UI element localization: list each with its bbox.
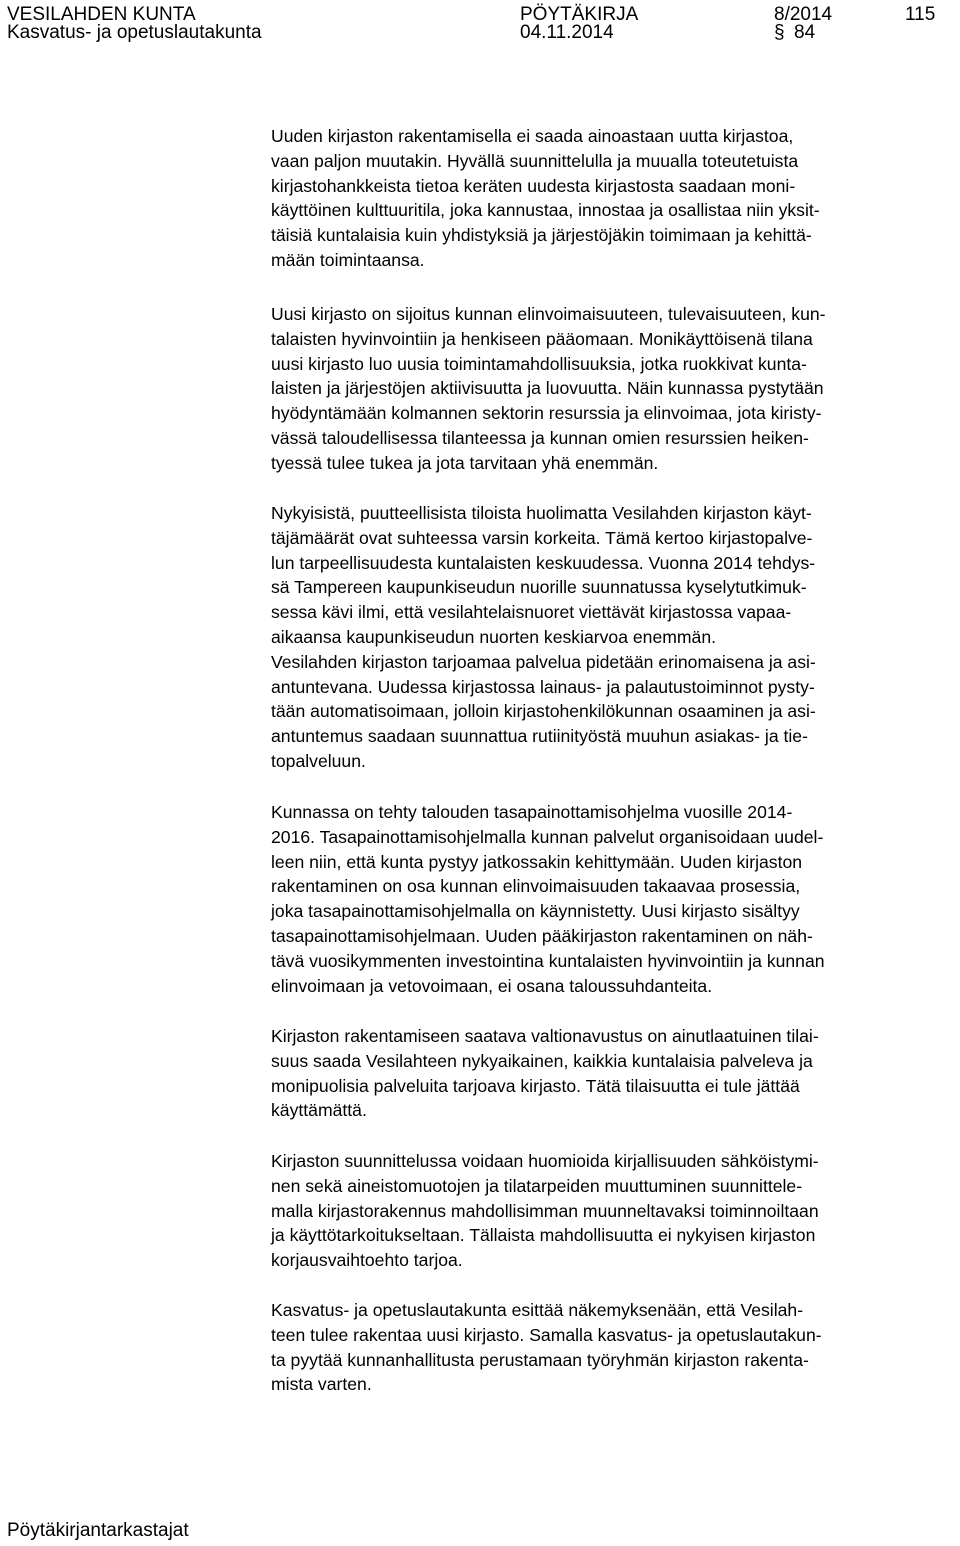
- text-line: Vesilahden kirjaston tarjoamaa palvelua pidetään erinomaisena ja asi-: [271, 651, 816, 672]
- footer-reviewers-label: Pöytäkirjantarkastajat: [7, 1520, 189, 1541]
- body-text: [271, 302, 951, 476]
- text-line: topalveluun.: [271, 750, 366, 771]
- text-line: Uusi kirjasto on sijoitus kunnan elinvoimaisuuteen, tulevaisuuteen, kun-: [271, 304, 826, 324]
- body-text: [271, 1149, 951, 1273]
- text-line: Kasvatus- ja opetuslautakunta esittää näkemyksenään, että Vesilah-: [271, 1300, 804, 1320]
- text-line: käyttämättä.: [271, 1100, 367, 1121]
- text-line: tävä vuosikymmenten investointina kuntalaisten hyvinvointiin ja kunnan: [271, 950, 825, 971]
- body-text: [271, 501, 951, 774]
- text-line: elinvoimaan ja vetovoimaan, ei osana taloussuhdanteita.: [271, 975, 713, 996]
- text-line: malla kirjastorakennus mahdollisimman muunneltavaksi toiminnoiltaan: [271, 1200, 819, 1221]
- text-line: talaisten hyvinvointiin ja henkiseen pääomaan. Monikäyttöisenä tilana: [271, 328, 813, 349]
- text-line: aikaansa kaupunkiseudun nuorten keskiarvoa enemmän.: [271, 626, 717, 647]
- text-line: mään toimintaansa.: [271, 249, 425, 270]
- text-line: leen niin, että kunta pystyy jatkossakin kehittymään. Uuden kirjaston: [271, 851, 803, 872]
- text-line: uusi kirjasto luo uusia toimintamahdollisuuksia, jotka ruokkivat kunta-: [271, 353, 807, 374]
- body-text: [271, 1298, 951, 1397]
- body-text: [271, 800, 951, 998]
- header-date: 04.11.2014: [520, 22, 614, 43]
- text-line: Kirjaston rakentamiseen saatava valtionavustus on ainutlaatuinen tilai-: [271, 1026, 819, 1046]
- text-line: Kunnassa on tehty talouden tasapainottamisohjelma vuosille 2014-: [271, 802, 793, 822]
- header-org: VESILAHDEN KUNTA: [7, 4, 196, 25]
- text-line: 2016. Tasapainottamisohjelmalla kunnan palvelut organisoidaan uudel-: [271, 826, 824, 847]
- paragraph-intro: [271, 124, 951, 273]
- text-line: Kirjaston suunnittelussa voidaan huomioida kirjallisuuden sähköistymi-: [271, 1151, 819, 1171]
- text-line: korjausvaihtoehto tarjoa.: [271, 1250, 463, 1271]
- text-line: joka tasapainottamisohjelmalla on käynnistetty. Uusi kirjasto sisältyy: [271, 901, 800, 922]
- paragraph-design: [271, 1149, 951, 1273]
- text-line: nen sekä aineistomuotojen ja tilatarpeiden muuttuminen suunnittele-: [271, 1175, 803, 1196]
- paragraph-subsidy: [271, 1024, 951, 1123]
- text-line: sessa kävi ilmi, että vesilahtelaisnuoret viettävät kirjastossa vapaa-: [271, 602, 792, 623]
- text-line: mista varten.: [271, 1374, 372, 1395]
- body-text: [271, 124, 951, 273]
- header-section-number: 84: [794, 22, 816, 43]
- text-line: Uuden kirjaston rakentamisella ei saada ainoastaan uutta kirjastoa,: [271, 126, 794, 146]
- text-line: antuntevana. Uudessa kirjastossa lainaus- ja palautustoiminnot pysty-: [271, 676, 815, 697]
- paragraph-usage: [271, 501, 951, 774]
- header-doc-type: PÖYTÄKIRJA: [520, 4, 639, 25]
- body-text: [271, 1024, 951, 1123]
- paragraph-economy: [271, 800, 951, 998]
- text-line: tasapainottamisohjelmaan. Uuden pääkirjaston rakentaminen on näh-: [271, 925, 813, 946]
- header-committee: Kasvatus- ja opetuslautakunta: [7, 22, 262, 43]
- text-line: täjämäärät ovat suhteessa varsin korkeita. Tämä kertoo kirjastopalve-: [271, 527, 813, 548]
- text-line: tyessä tulee tukea ja jota tarvitaan yhä enemmän.: [271, 452, 659, 473]
- text-line: ja käyttötarkoitukseltaan. Tällaista mahdollisuutta ei nykyisen kirjaston: [271, 1225, 816, 1246]
- text-line: lun tarpeellisuudesta kuntalaisten keskuudessa. Vuonna 2014 tehdys-: [271, 552, 816, 573]
- text-line: teen tulee rakentaa uusi kirjasto. Samalla kasvatus- ja opetuslautakun-: [271, 1324, 822, 1345]
- header-doc-number: 8/2014: [774, 4, 833, 25]
- text-line: käyttöinen kulttuuritila, joka kannustaa, innostaa ja osallistaa niin yksit-: [271, 200, 820, 221]
- header-page-number: 115: [905, 4, 936, 25]
- text-line: täisiä kuntalaisia kuin yhdistyksiä ja järjestöjäkin toimimaan ja kehittä-: [271, 225, 812, 246]
- text-line: hyödyntämään kolmannen sektorin resurssia ja elinvoimaa, jota kiristy-: [271, 403, 822, 424]
- paragraph-proposal: [271, 1298, 951, 1397]
- text-line: kirjastohankkeista tietoa keräten uudesta kirjastosta saadaan moni-: [271, 175, 796, 196]
- header-section-mark: §: [774, 22, 785, 43]
- text-line: sä Tampereen kaupunkiseudun nuorille suunnatussa kyselytutkimuk-: [271, 577, 807, 598]
- text-line: vaan paljon muutakin. Hyvällä suunnittelulla ja muualla toteutetuista: [271, 150, 799, 171]
- text-line: suus saada Vesilahteen nykyaikainen, kaikkia kuntalaisia palveleva ja: [271, 1050, 813, 1071]
- text-line: ta pyytää kunnanhallitusta perustamaan työryhmän kirjaston rakenta-: [271, 1349, 809, 1370]
- text-line: laisten ja järjestöjen aktiivisuutta ja luovuutta. Näin kunnassa pystytään: [271, 378, 824, 399]
- text-line: vässä taloudellisessa tilanteessa ja kunnan omien resurssien heiken-: [271, 427, 809, 448]
- text-line: rakentaminen on osa kunnan elinvoimaisuuden takaavaa prosessia,: [271, 876, 801, 897]
- paragraph-investment: [271, 302, 951, 476]
- text-line: Nykyisistä, puutteellisista tiloista huolimatta Vesilahden kirjaston käyt-: [271, 503, 812, 523]
- text-line: monipuolisia palveluita tarjoava kirjasto. Tätä tilaisuutta ei tule jättää: [271, 1075, 800, 1096]
- text-line: tään automatisoimaan, jolloin kirjastohenkilökunnan osaaminen ja asi-: [271, 701, 816, 722]
- text-line: antuntemus saadaan suunnattua rutiinityöstä muuhun asiakas- ja tie-: [271, 726, 808, 747]
